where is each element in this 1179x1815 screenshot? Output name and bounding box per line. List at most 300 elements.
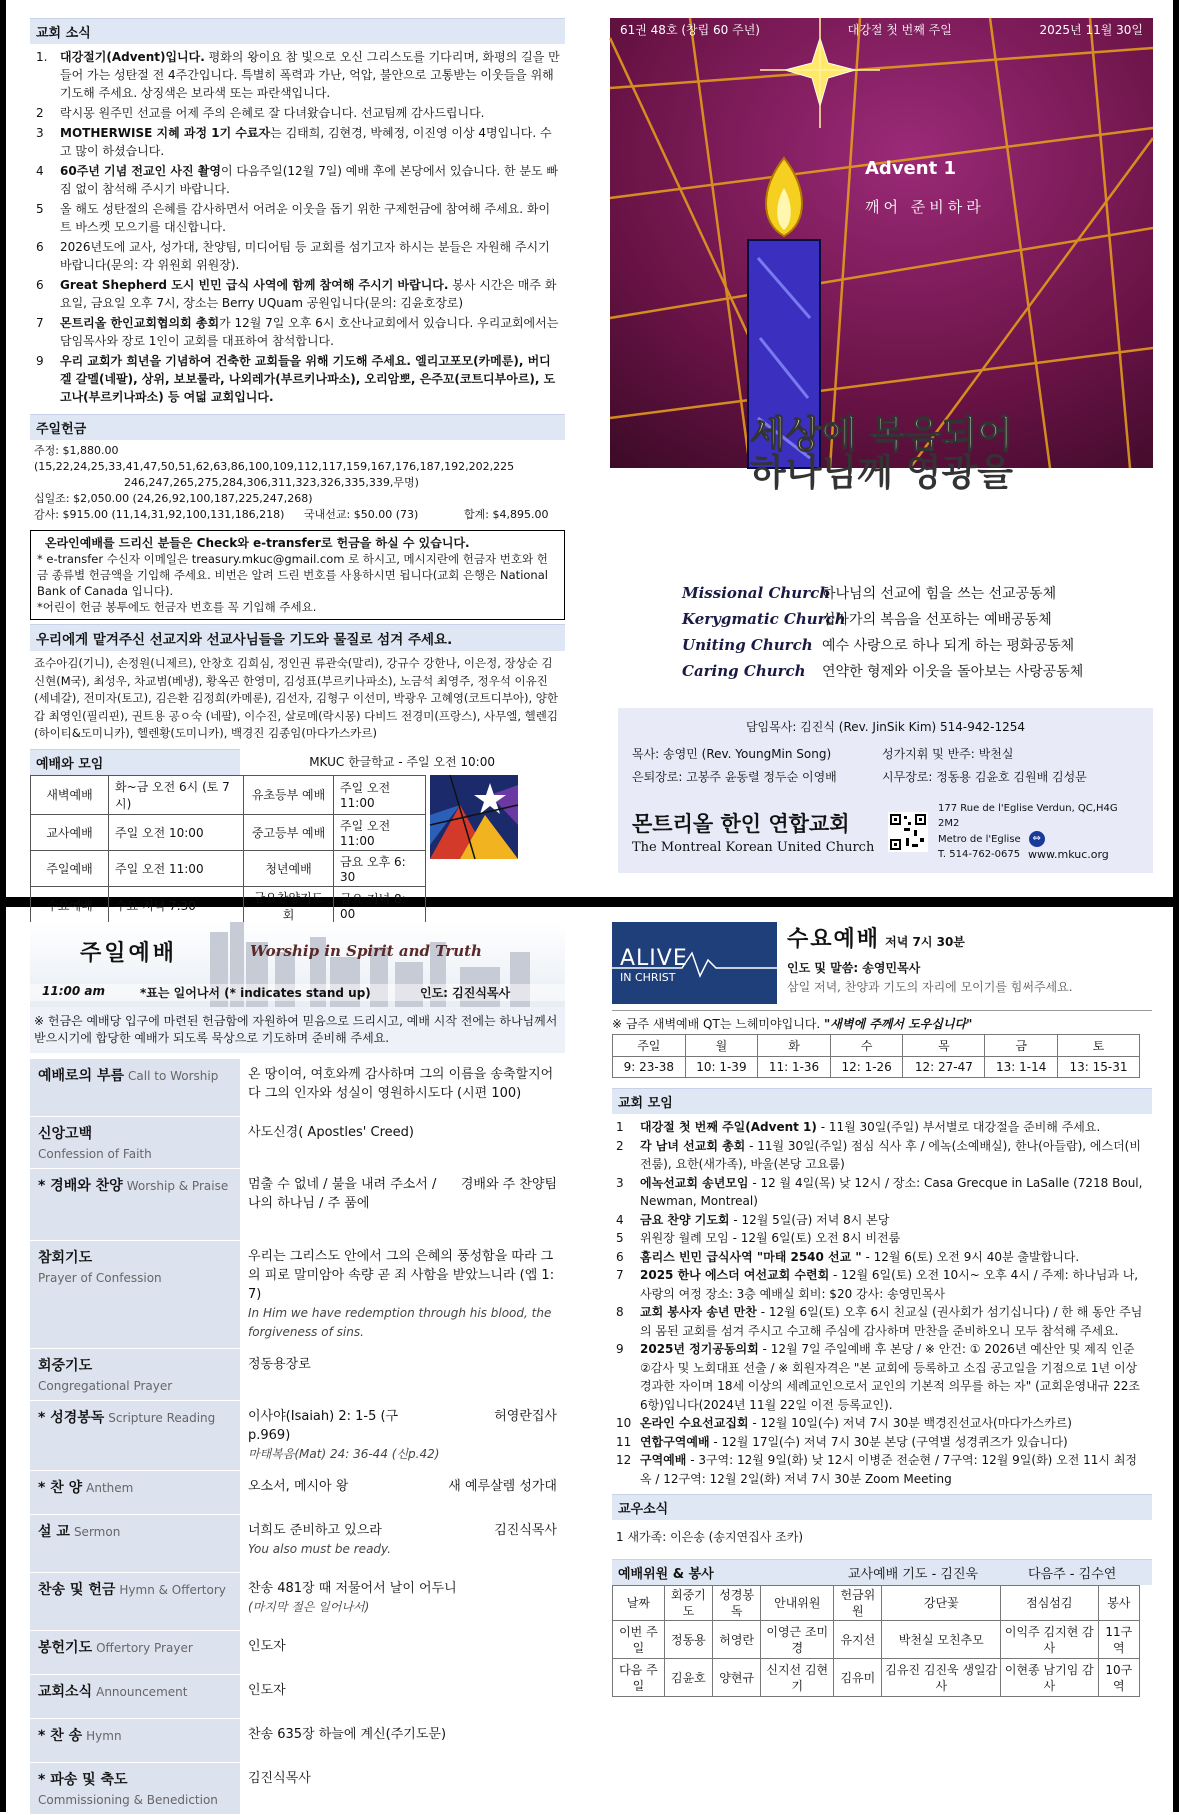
order-subtext: You also must be ready. xyxy=(248,1542,392,1556)
qt-cell: 12: 1-26 xyxy=(830,1057,903,1078)
order-label xyxy=(30,1401,240,1470)
item-bold: 2025년 정기공동의회 xyxy=(640,1342,759,1356)
schedule-row xyxy=(31,814,426,850)
choir-director: 성가지휘 및 반주: 박천실 xyxy=(882,747,1014,761)
heartbeat-icon xyxy=(612,948,777,978)
item-bold: 2025 한나 에스더 여선교회 수련회 xyxy=(640,1268,830,1282)
service-order-row xyxy=(30,1401,565,1471)
order-content xyxy=(240,1117,565,1168)
order-label-en: Hymn & Offertory xyxy=(119,1583,226,1597)
order-text: 오소서, 메시아 왕 xyxy=(248,1479,349,1494)
item-text: - 12월 6일(토) 오후 6시 친교실 (권사회가 섬기십니다) / 한 해 동안 주님의 몸된 교회를 섬겨 주시고 수고해 주심에 감사하며 만찬을 준비하오니 모두 참석해 주세요. xyxy=(640,1305,1143,1338)
staff-box xyxy=(618,708,1153,873)
item-bold: 우리 교회가 희년을 기념하여 건축한 교회들을 위해 기도해 주세요. 엘리고포모(카메룬), 버디겔 갈멜(네팔), 상위, 보보룰라, 나외레가(부르키나파소), 오리암뽀, 은주꼬(코트디부아르), 도고나(부르키나파소) 등 여덟 교회입니다. xyxy=(60,354,556,404)
qt-cell: 9: 23-38 xyxy=(613,1057,686,1078)
order-label-en: Hymn xyxy=(86,1729,122,1743)
service-order-row xyxy=(30,1573,565,1631)
order-label-ko: 설 교 xyxy=(38,1524,70,1540)
service-order-row xyxy=(30,1631,565,1675)
volunteers-cell: 이현종 남기임 감사 xyxy=(1001,1659,1098,1697)
order-label-ko: 교회소식 xyxy=(38,1684,93,1700)
online-offering-box xyxy=(30,530,565,620)
order-content xyxy=(240,1059,565,1116)
order-label-ko: * 경배와 찬양 xyxy=(38,1178,123,1194)
item-body xyxy=(640,1414,1072,1433)
missions-title: 우리에게 맡겨주신 선교지와 선교사님들을 기도와 물질로 섬겨 주세요. xyxy=(30,624,565,651)
item-bold: 에녹선교회 송년모임 xyxy=(640,1175,749,1190)
item-text: 락시몽 원주민 선교를 어제 주의 은혜로 잘 다녀왔습니다. 선교팀께 감사드립니다. xyxy=(60,106,485,120)
item-number: 1. xyxy=(36,50,48,64)
item-bold: 구역예배 xyxy=(640,1453,687,1467)
item-number: 5 xyxy=(36,202,44,216)
order-text: 김진식목사 xyxy=(248,1771,311,1786)
item-bold: 교회 봉사자 송년 만찬 xyxy=(640,1305,757,1319)
volunteers-cell: 11구역 xyxy=(1098,1621,1139,1659)
mission-ko: 연약한 형제와 이웃을 돌아보는 사랑공동체 xyxy=(822,664,1084,680)
service-leader: 인도: 김진식목사 xyxy=(420,986,511,1000)
advent-label: Advent 1 xyxy=(865,158,956,179)
order-content xyxy=(240,1573,565,1630)
volunteers-title: 예배위원 & 봉사 xyxy=(618,1567,714,1582)
volunteers-head-cell: 성경봉독 xyxy=(713,1586,761,1621)
announcement-item xyxy=(36,124,561,160)
item-number: 3 xyxy=(36,126,44,140)
offering-line: 주정: $1,880.00 (15,22,24,25,33,41,47,50,51,62,63,86,100,109,112,117,159,167,176,187,192,202,225 xyxy=(34,444,515,473)
volunteers-head-row xyxy=(613,1586,1140,1621)
members-item: 1 새가족: 이은송 (송지연집사 조카) xyxy=(616,1530,803,1544)
item-bold: 몬트리올 한인교회협의회 총회 xyxy=(60,316,220,330)
order-person: 김진식목사 xyxy=(494,1523,557,1538)
qt-cell: 10: 1-39 xyxy=(685,1057,758,1078)
order-label-ko: * 찬 양 xyxy=(38,1480,83,1496)
item-text: - 12월 17일(수) 저녁 7시 30분 본당 (구역별 성경퀴즈가 있습니다) xyxy=(709,1434,1068,1449)
volunteers-cell: 정동용 xyxy=(664,1621,712,1659)
worship-schedule-table xyxy=(30,775,426,926)
order-label-en: Offertory Prayer xyxy=(96,1641,193,1655)
announcements-page xyxy=(30,18,565,922)
stained-glass-star-icon xyxy=(430,775,518,859)
schedule-cell: 청년예배 xyxy=(244,850,334,886)
order-text: 찬송 481장 때 저물어서 날이 어두니 xyxy=(248,1581,457,1596)
item-number: 9 xyxy=(616,1342,624,1356)
qr-code-icon[interactable] xyxy=(888,812,928,852)
cover-slogan xyxy=(610,413,1153,494)
item-number: 2 xyxy=(36,106,44,120)
item-number: 4 xyxy=(36,164,44,178)
item-body xyxy=(640,1303,1148,1340)
order-text: 멈출 수 없네 / 불을 내려 주소서 / 나의 하나님 / 주 품에 xyxy=(248,1177,437,1211)
volunteers-cell: 유지선 xyxy=(834,1621,882,1659)
mission-statement xyxy=(682,609,1083,629)
wednesday-time: 저녁 7시 30분 xyxy=(885,935,965,949)
wednesday-leader: 인도 및 말씀: 송영민목사 xyxy=(787,961,921,975)
item-number: 11 xyxy=(616,1434,632,1449)
item-body xyxy=(60,238,561,274)
church-website[interactable]: www.mkuc.org xyxy=(1028,848,1109,861)
item-bold: 60주년 기념 전교인 사진 촬영 xyxy=(60,164,221,178)
order-label-en: Confession of Faith xyxy=(38,1147,152,1161)
order-content xyxy=(240,1471,565,1514)
order-content xyxy=(240,1719,565,1762)
qt-cell: 13: 1-14 xyxy=(985,1057,1058,1078)
qt-text: ※ 금주 새벽예배 QT는 느헤미야입니다. xyxy=(612,1017,821,1031)
senior-pastor: 담임목사: 김진식 (Rev. JinSik Kim) 514-942-1254 xyxy=(745,720,1026,734)
order-text: 사도신경( Apostles' Creed) xyxy=(248,1125,414,1140)
item-number: 9 xyxy=(36,354,44,368)
item-bold: 대강절 첫 번째 주일(Advent 1) xyxy=(640,1120,817,1134)
order-label-ko: 회중기도 xyxy=(38,1358,93,1374)
bulletin-date: 2025년 11월 30일 xyxy=(1039,23,1143,37)
volunteers-head-cell: 헌금위원 xyxy=(834,1586,882,1621)
item-bold: MOTHERWISE 지혜 과정 1기 수료자 xyxy=(60,126,271,140)
offering-note: ※ 헌금은 예배당 입구에 마련된 헌금함에 자원하여 믿음으로 드리시고, 예배 시작 전에는 하나님께서 받으시기에 합당한 예배가 되도록 묵상으로 기도하며 준비해 주세요. xyxy=(30,1007,565,1053)
order-label-ko: 예배로의 부름 xyxy=(38,1068,125,1084)
item-bold: 대강절기(Advent)입니다. xyxy=(60,50,205,64)
item-bold: 금요 찬양 기도회 xyxy=(640,1212,730,1227)
worship-times-title: 예배와 모임 xyxy=(30,749,240,775)
item-number: 6 xyxy=(616,1249,624,1264)
volunteers-cell: 10구역 xyxy=(1098,1659,1139,1697)
church-name-ko: 몬트리올 한인 연합교회 xyxy=(632,812,850,836)
volunteers-cell: 이익주 김지현 감사 xyxy=(1001,1621,1098,1659)
qt-cell: 수 xyxy=(830,1035,903,1057)
meeting-item xyxy=(616,1433,1148,1452)
next-week-prayer: 다음주 - 김수연 xyxy=(1028,1567,1117,1582)
item-number: 5 xyxy=(616,1231,624,1245)
order-content xyxy=(240,1763,565,1814)
item-text: - 12월 5일(금) 저녁 8시 본당 xyxy=(729,1212,890,1227)
item-body xyxy=(60,162,561,198)
announcement-item xyxy=(36,352,561,406)
item-body xyxy=(640,1266,1148,1303)
meeting-item xyxy=(616,1303,1148,1340)
qt-row xyxy=(613,1035,1140,1057)
metro-icon: ⇔ xyxy=(1029,831,1045,847)
item-body xyxy=(60,124,561,160)
left-border xyxy=(0,0,6,1812)
alive-in-christ-logo xyxy=(612,922,777,1004)
order-label-ko: 봉헌기도 xyxy=(38,1640,93,1656)
order-subtext: 마태복음(Mat) 24: 36-44 (신p.42) xyxy=(248,1447,440,1461)
mission-en: Caring Church xyxy=(682,662,806,680)
korean-school: MKUC 한글학교 - 주일 오전 10:00 xyxy=(309,755,495,769)
item-number: 6 xyxy=(36,278,44,292)
order-content xyxy=(240,1675,565,1718)
item-number: 1 xyxy=(616,1120,624,1134)
advent-subtitle: 깨어 준비하라 xyxy=(865,198,985,216)
item-body xyxy=(640,1137,1148,1174)
order-subtext: In Him we have redemption through his blood, the forgiveness of sins. xyxy=(248,1306,552,1339)
order-person: 경배와 주 찬양팀 xyxy=(460,1177,557,1192)
order-subtext: (마지막 절은 일어나서) xyxy=(248,1600,370,1614)
schedule-cell: 금요 오후 6: 30 xyxy=(334,850,426,886)
schedule-cell: 금요찬양기도회 xyxy=(244,886,334,925)
church-name-en: The Montreal Korean United Church xyxy=(632,840,875,855)
meeting-item xyxy=(616,1451,1148,1488)
item-text: 위원장 월례 모임 - 12월 6일(토) 오전 8시 비전룸 xyxy=(640,1231,901,1245)
order-content xyxy=(240,1241,565,1348)
item-number: 7 xyxy=(616,1268,624,1282)
item-body xyxy=(640,1174,1148,1211)
meeting-item xyxy=(616,1118,1148,1137)
item-text: 가 12월 7일 오후 6시 호산나교회에서 있습니다. 우리교회에서는 담임목사와 장로 1인이 교회를 대표하여 참석합니다. xyxy=(60,316,559,348)
item-body xyxy=(640,1118,1100,1137)
volunteers-cell: 양현규 xyxy=(713,1659,761,1697)
order-text: 인도자 xyxy=(248,1639,286,1654)
order-label xyxy=(30,1471,240,1514)
pastor: 목사: 송영민 (Rev. YoungMin Song) xyxy=(632,747,832,761)
item-text: 이 다음주일(12월 7일) 예배 후에 본당에서 있습니다. 한 분도 빠짐 없이 참석해 주시기 바랍니다. xyxy=(60,164,558,196)
online-offering-text: *어린이 헌금 봉투에도 헌금자 번호를 꼭 기입해 주세요. xyxy=(37,600,317,614)
order-label xyxy=(30,1117,240,1168)
order-label-ko: 참회기도 xyxy=(38,1250,93,1266)
item-text: 평화의 왕이요 참 빛으로 오신 그리스도를 기다리며, 화평의 길을 만들어 가는 성탄절 전 4주간입니다. 특별히 폭력과 가난, 억압, 불안으로 고통받는 이웃들을 위해 기도해 주세요. 상징색은 보라색 또는 파란색입니다. xyxy=(60,50,560,100)
meetings-list xyxy=(612,1114,1152,1492)
volunteers-cell: 박천실 모친추모 xyxy=(882,1621,1001,1659)
order-text: 정동용장로 xyxy=(248,1357,311,1372)
wednesday-subtitle: 삼일 저녁, 찬양과 기도의 자리에 모이기를 힘써주세요. xyxy=(787,980,1073,994)
service-order-row xyxy=(30,1059,565,1117)
item-body xyxy=(60,200,561,236)
item-text: 는 김태희, 김현경, 박혜정, 이진영 이상 4명입니다. 수고 많이 하셨습니다. xyxy=(60,126,552,158)
volunteers-cell: 이번 주일 xyxy=(613,1621,665,1659)
slogan-line-1: 세상에 복음되어 xyxy=(749,413,1014,456)
volunteers-head-cell: 점심섬김 xyxy=(1001,1586,1098,1621)
item-text: - 11월 30일(주일) 점심 식사 후 / 에녹(소예배실), 한나(아들람), 에스더(비전룸), 요한(새가족), 바울(본당 고요룸) xyxy=(640,1138,1141,1171)
volunteers-cell: 김유미 xyxy=(834,1659,882,1697)
announcement-item xyxy=(36,162,561,198)
order-label-en: Anthem xyxy=(86,1481,134,1495)
slogan-line-2: 하나님께 영광을 xyxy=(749,451,1014,494)
qt-cell: 금 xyxy=(985,1035,1058,1057)
order-text: 우리는 그리스도 안에서 그의 은혜의 풍성함을 따라 그의 피로 말미암아 속량 곧 죄 사함을 받았느니라 (엡 1: 7) xyxy=(248,1249,555,1302)
order-text: 인도자 xyxy=(248,1683,286,1698)
order-text: 찬송 635장 하늘에 계신(주기도문) xyxy=(248,1727,447,1742)
item-body xyxy=(640,1229,900,1248)
qt-quote: "새벽에 주께서 도우십니다" xyxy=(824,1017,973,1031)
mission-statement xyxy=(682,661,1083,681)
mission-statement xyxy=(682,583,1083,603)
order-label-en: Prayer of Confession xyxy=(38,1271,162,1285)
item-number: 7 xyxy=(36,316,44,330)
qt-cell: 12: 27-47 xyxy=(903,1057,985,1078)
order-content xyxy=(240,1349,565,1400)
order-of-service-page xyxy=(30,922,565,1807)
order-label-ko: * 성경봉독 xyxy=(38,1410,105,1426)
metro-station: Metro de l'Eglise xyxy=(938,833,1021,845)
announcements-list xyxy=(30,44,565,412)
order-text: 온 땅이여, 여호와께 감사하며 그의 이름을 송축할지어다 그의 인자와 성실이 영원하시도다 (시편 100) xyxy=(248,1067,554,1101)
order-label-en: Congregational Prayer xyxy=(38,1379,173,1393)
schedule-cell: 수요 저녁 7:30 xyxy=(109,886,244,925)
announcement-item xyxy=(36,238,561,274)
announcement-item xyxy=(36,104,561,122)
schedule-cell: 주일 오전 11:00 xyxy=(334,814,426,850)
service-title-ko: 주일예배 xyxy=(80,941,178,966)
qt-cell: 월 xyxy=(685,1035,758,1057)
order-label xyxy=(30,1349,240,1400)
item-bold: 온라인 수요선교집회 xyxy=(640,1416,749,1430)
item-body xyxy=(640,1248,1079,1267)
qt-cell: 목 xyxy=(903,1035,985,1057)
order-label xyxy=(30,1515,240,1572)
order-label xyxy=(30,1241,240,1348)
meeting-item xyxy=(616,1211,1148,1230)
order-text: 이사야(Isaiah) 2: 1-5 (구p.969) xyxy=(248,1409,399,1443)
online-offering-title: 온라인예배를 드리신 분들은 Check와 e-transfer로 헌금을 하실 수 있습니다. xyxy=(45,536,470,550)
teacher-prayer: 교사예배 기도 - 김진욱 xyxy=(848,1567,979,1582)
qt-cell: 화 xyxy=(758,1035,831,1057)
mission-ko: 하나님의 선교에 힘을 쓰는 선교공동체 xyxy=(822,586,1057,602)
logo-in-christ: IN CHRIST xyxy=(620,971,676,984)
service-order-row xyxy=(30,1117,565,1169)
item-number: 3 xyxy=(616,1175,624,1190)
order-content xyxy=(240,1515,565,1572)
members-title: 교우소식 xyxy=(612,1494,1152,1520)
announcement-item xyxy=(36,200,561,236)
announcement-item xyxy=(36,276,561,312)
logo-alive: ALIVE xyxy=(620,946,688,971)
item-body xyxy=(640,1433,1068,1452)
order-label-ko: 신앙고백 xyxy=(38,1126,93,1142)
meeting-item xyxy=(616,1229,1148,1248)
item-text: - 12월 7일 주일예배 후 본당 / ※ 안건: ① 2026년 예산안 및 제직 인준 ②감사 및 노회대표 선출 / ※ 회원자격은 "본 교회에 등록하고 소집 공고일을 기점으로 1년 이상 경과한 자이며 18세 이상의 세례교인으로서 교인의 기본적 의무를 하는 자" (교회운영내규 22조 6항)입니다(2024년 11월 22일 이전 등록교인). xyxy=(640,1342,1141,1412)
schedule-cell: 중고등부 예배 xyxy=(244,814,334,850)
qt-note xyxy=(612,1010,1152,1032)
schedule-cell: 화~금 오전 6시 (토 7시) xyxy=(109,775,244,814)
service-order-row xyxy=(30,1349,565,1401)
schedule-cell: 금요 저녁 8: 00 xyxy=(334,886,426,925)
service-header xyxy=(30,922,565,1007)
church-address: 177 Rue de l'Eglise Verdun, QC,H4G 2M2 xyxy=(938,803,1118,829)
item-body xyxy=(60,276,561,312)
meeting-item xyxy=(616,1414,1148,1433)
cover-artwork xyxy=(610,18,1153,468)
stand-note: *표는 일어나서 (* indicates stand up) xyxy=(140,986,371,1000)
offering-line: 246,247,265,275,284,306,311,323,326,335,339,무명) xyxy=(124,476,419,489)
schedule-cell: 유초등부 예배 xyxy=(244,775,334,814)
qt-table xyxy=(612,1034,1140,1078)
order-content xyxy=(240,1169,565,1240)
order-label-en: Commissioning & Benediction xyxy=(38,1793,218,1807)
schedule-cell: 주일예배 xyxy=(31,850,109,886)
schedule-cell: 주일 오전 11:00 xyxy=(109,850,244,886)
item-text: - 12 월 4일(목) 낮 12시 / 장소: Casa Grecque in LaSalle (7218 Boul, Newman, Montreal) xyxy=(640,1175,1143,1208)
order-label-en: Announcement xyxy=(96,1685,188,1699)
item-body xyxy=(640,1211,889,1230)
service-order-row xyxy=(30,1169,565,1241)
wednesday-header xyxy=(612,922,1152,1010)
mission-en: Missional Church xyxy=(682,584,831,602)
offering-line: 십일조: $2,050.00 (24,26,92,100,187,225,247,268) xyxy=(34,492,313,505)
volunteers-cell: 김윤호 xyxy=(664,1659,712,1697)
mission-ko: 십자가의 복음을 선포하는 예배공동체 xyxy=(822,612,1052,628)
mission-en: Kerygmatic Church xyxy=(682,610,846,628)
volunteers-row xyxy=(613,1659,1140,1697)
item-text: 봉사 시간은 매주 화요일, 금요일 오후 7시, 장소는 Berry UQuam 공원입니다(문의: 김윤호장로) xyxy=(60,278,557,310)
liturgical-day: 대강절 첫 번째 주일 xyxy=(847,23,952,37)
offering-total: 합계: $4,895.00 xyxy=(464,508,549,521)
order-content xyxy=(240,1401,565,1470)
order-label-ko: * 찬 송 xyxy=(38,1728,83,1744)
schedule-cell: 주일 오전 10:00 xyxy=(109,814,244,850)
item-text: 올 해도 성탄절의 은혜를 감사하면서 어려운 이웃을 돕기 위한 구제헌금에 참여해 주세요. 화이트 바스켓 모으기를 대신합니다. xyxy=(60,202,551,234)
qt-cell: 11: 1-36 xyxy=(758,1057,831,1078)
mission-ko: 예수 사랑으로 하나 되게 하는 평화공동체 xyxy=(822,638,1075,654)
mission-statements xyxy=(682,583,1083,687)
volunteers-head-cell: 봉사 xyxy=(1098,1586,1139,1621)
order-label-en: Sermon xyxy=(73,1525,121,1539)
service-order-row xyxy=(30,1515,565,1573)
meeting-item xyxy=(616,1248,1148,1267)
order-label-en: Call to Worship xyxy=(128,1069,219,1083)
offering-block xyxy=(30,440,565,526)
church-phone: T. 514-762-0675 xyxy=(938,849,1021,860)
item-body xyxy=(60,352,561,406)
volunteers-table xyxy=(612,1585,1140,1697)
item-bold: Great Shepherd 도시 빈민 급식 사역에 함께 참여해 주시기 바랍니다. xyxy=(60,278,449,292)
item-text: - 12월 10일(수) 저녁 7시 30분 백경진선교사(마다가스카르) xyxy=(748,1416,1072,1430)
order-text: 너희도 준비하고 있으라 xyxy=(248,1523,382,1538)
cover-header xyxy=(610,18,1153,41)
volunteers-head-cell: 안내위원 xyxy=(761,1586,834,1621)
qt-cell: 토 xyxy=(1057,1035,1139,1057)
qt-cell: 13: 15-31 xyxy=(1057,1057,1139,1078)
meeting-item xyxy=(616,1137,1148,1174)
right-border xyxy=(1173,0,1179,1812)
item-body xyxy=(60,314,561,350)
item-bold: 홈리스 빈민 급식사역 "마태 2540 선교 " xyxy=(640,1249,862,1264)
announcements-title: 교회 소식 xyxy=(30,18,565,44)
item-body xyxy=(60,104,485,122)
order-person: 허영란집사 xyxy=(494,1409,557,1424)
item-number: 12 xyxy=(616,1453,632,1467)
item-bold: 각 남녀 선교회 총회 xyxy=(640,1138,746,1153)
retired-elders: 은퇴장로: 고봉주 윤동렬 정두순 이영배 xyxy=(632,770,837,784)
wednesday-page xyxy=(612,922,1152,1802)
online-offering-text: * e-transfer 수신자 이메일은 treasury.mkuc@gmail.com 로 하시고, 메시지란에 헌금자 번호와 헌금 종류별 헌금액을 기입해 주세요. 비번은 알려 드린 번호를 사용하시면 됩니다(교회 은행은 National Bank of Canada 입니다). xyxy=(37,552,548,598)
item-text: 2026년도에 교사, 성가대, 찬양팀, 미디어팀 등 교회를 섬기고자 하시는 분들은 자원해 주시기 바랍니다(문의: 각 위원회 위원장). xyxy=(60,240,550,272)
order-label xyxy=(30,1169,240,1240)
qt-cell: 주일 xyxy=(613,1035,686,1057)
volunteers-row xyxy=(613,1621,1140,1659)
item-text: - 12월 6일(토) 오전 10시~ 오후 4시 / 주제: 하나님과 나, 사랑의 여정 장소: 3층 예배실 회비: $20 강사: 송영민목사 xyxy=(640,1268,1139,1301)
schedule-row xyxy=(31,886,426,925)
item-body xyxy=(640,1451,1148,1488)
meeting-item xyxy=(616,1174,1148,1211)
schedule-cell: 주일 오전 11:00 xyxy=(334,775,426,814)
service-time: 11:00 am xyxy=(42,984,105,998)
announcement-item xyxy=(36,314,561,350)
order-label xyxy=(30,1573,240,1630)
item-text: - 3구역: 12월 9일(화) 낮 12시 이병준 전순현 / 7구역: 12월 9일(화) 오전 11시 최정옥 / 12구역: 12월 2일(화) 저녁 7시 30분 Zoom Meeting xyxy=(640,1453,1138,1486)
item-number: 2 xyxy=(616,1138,624,1153)
volunteers-cell: 이영근 조미경 xyxy=(761,1621,834,1659)
item-text: - 11월 30일(주일) 부서별로 대강절을 준비해 주세요. xyxy=(816,1120,1101,1134)
order-label xyxy=(30,1059,240,1116)
offering-title: 주일헌금 xyxy=(30,414,565,440)
item-text: - 12월 6(토) 오전 9시 40분 출발합니다. xyxy=(861,1249,1080,1264)
wednesday-title: 수요예배 xyxy=(787,927,881,952)
meeting-item xyxy=(616,1340,1148,1414)
meetings-title: 교회 모임 xyxy=(612,1088,1152,1114)
order-label xyxy=(30,1763,240,1814)
active-elders: 시무장로: 정동용 김윤호 김원배 김성문 xyxy=(882,770,1087,784)
item-number: 6 xyxy=(36,240,44,254)
order-label xyxy=(30,1631,240,1674)
missionaries-list: 죠수아김(기니), 손정원(니제르), 안창호 김희심, 정인권 류관숙(말리), 강규수 강한나, 이은정, 장상순 김신현(M국), 최성우, 차교범(베냉), 황옥곤 한영미, 김성표(부르키나파소), 노금석 최영주, 정우석 이유진(세네갈), 전미자(토고), 김은환 김정희(카메룬), 김선자, 김형구 이선미, 박광우 고혜영(코트디부아), 양한갑 최영인(필리핀), 권트용 공ㅇ숙 (네팔), 이수진, 살로메(락시몽) 다비드 전경미(프랑스), 사무엘, 헬렌김(하이티&도미니카), 헬렌황(도미니카), 백경진 김종임(마다가스카르) xyxy=(34,656,558,740)
order-label-en: Worship & Praise xyxy=(126,1179,229,1193)
